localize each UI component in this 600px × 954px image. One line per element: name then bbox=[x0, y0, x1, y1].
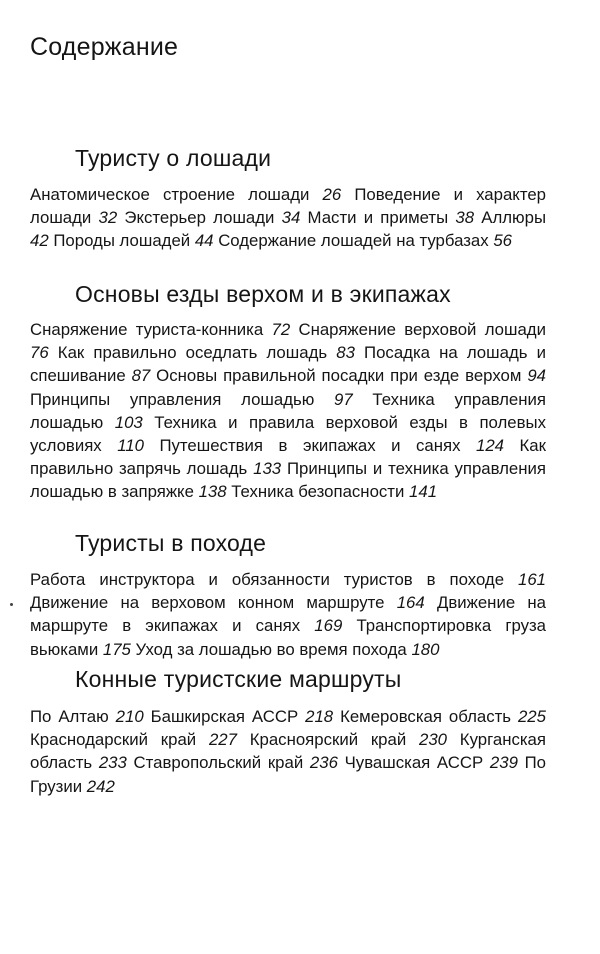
toc-entry-page: 218 bbox=[305, 707, 334, 726]
toc-entry-title: Движение на верховом конном маршруте bbox=[30, 593, 385, 613]
toc-entry-title: Как правильно оседлать лошадь bbox=[57, 343, 328, 363]
toc-entry-title: Посадка на лошадь и спешивание bbox=[30, 343, 546, 386]
toc-entry-page: 180 bbox=[411, 639, 440, 659]
section-title-riding: Основы езды верхом и в экипажах bbox=[75, 281, 451, 307]
toc-entry-page: 225 bbox=[517, 707, 546, 726]
toc-entry-page: 32 bbox=[98, 208, 118, 228]
toc-entry-title: Красноярский край bbox=[249, 730, 407, 750]
toc-entry-title: Принципы управления лошадью bbox=[30, 389, 315, 409]
toc-entry-page: 175 bbox=[102, 639, 131, 659]
section-entries-hike bbox=[30, 568, 546, 661]
section-title-hike: Туристы в походе bbox=[75, 530, 267, 556]
toc-entry-title: Как правильно запрячь лошадь bbox=[30, 436, 546, 479]
toc-entry-title: Работа инструктора и обязанности туристов в походе bbox=[30, 570, 505, 589]
toc-entry-page: 124 bbox=[476, 436, 504, 456]
section-entries-horse bbox=[30, 183, 546, 253]
toc-entry-title: Масти и приметы bbox=[307, 208, 449, 228]
toc-entry-title: Снаряжение верховой лошади bbox=[298, 320, 546, 339]
toc-entry-page: 26 bbox=[322, 185, 342, 204]
toc-entry-title: Уход за лошадью во время похода bbox=[135, 639, 407, 659]
page-title: Содержание bbox=[30, 33, 179, 61]
toc-entry-page: 38 bbox=[455, 208, 475, 228]
toc-entry-title: Чувашская АССР bbox=[344, 753, 484, 773]
toc-entry-page: 233 bbox=[98, 753, 127, 773]
section-entries-riding bbox=[30, 318, 546, 504]
toc-entry-page: 141 bbox=[409, 482, 438, 502]
toc-entry-title: Основы правильной посадки при езде верхом bbox=[156, 366, 522, 386]
toc-entry-title: Башкирская АССР bbox=[150, 707, 299, 726]
toc-entry-title: Ставропольский край bbox=[133, 753, 304, 773]
toc-entry-title: Движение на маршруте в экипажах и санях bbox=[30, 593, 547, 636]
toc-entry-page: 97 bbox=[334, 389, 353, 409]
toc-entry-page: 87 bbox=[131, 366, 151, 386]
toc-entry-page: 34 bbox=[281, 208, 301, 228]
toc-entry-page: 242 bbox=[86, 776, 115, 796]
toc-entry-title: Содержание лошадей на турбазах bbox=[218, 231, 489, 251]
toc-entry-title: Экстерьер лошади bbox=[124, 208, 275, 228]
toc-entry-title: Краснодарский край bbox=[30, 730, 197, 750]
toc-entry-title: Путешествия в экипажах и санях bbox=[159, 436, 461, 456]
toc-entry-title: Техника управления лошадью bbox=[30, 389, 546, 432]
toc-entry-title: Поведение и характер лошади bbox=[30, 185, 546, 228]
toc-entry-page: 161 bbox=[518, 570, 546, 589]
toc-entry-page: 83 bbox=[336, 343, 355, 363]
toc-entry-title: Принципы и техника управления лошадью в запряжке bbox=[30, 459, 546, 502]
toc-entry-title: Курганская область bbox=[30, 730, 546, 773]
toc-entry-page: 44 bbox=[194, 231, 214, 251]
toc-entry-title: Кемеровская область bbox=[340, 707, 512, 726]
toc-entry-page: 239 bbox=[489, 753, 518, 773]
print-speck bbox=[10, 603, 13, 606]
toc-entry-page: 138 bbox=[198, 482, 227, 502]
toc-entry-page: 42 bbox=[30, 231, 49, 251]
toc-entry-page: 72 bbox=[271, 320, 291, 339]
toc-entry-title: Аллюры bbox=[481, 208, 547, 228]
toc-entry-page: 110 bbox=[117, 436, 144, 456]
toc-entry-title: Транспортировка груза вьюками bbox=[30, 616, 547, 659]
section-title-horse: Туристу о лошади bbox=[75, 145, 272, 171]
section-title-routes: Конные туристские маршруты bbox=[75, 666, 402, 692]
toc-entry-page: 164 bbox=[396, 593, 425, 613]
section-entries-routes bbox=[30, 705, 546, 798]
toc-entry-title: Техника безопасности bbox=[231, 482, 405, 502]
toc-entry-page: 103 bbox=[114, 412, 143, 432]
toc-entry-page: 210 bbox=[115, 707, 144, 726]
toc-entry-page: 133 bbox=[253, 459, 282, 479]
toc-entry-title: Снаряжение туриста-конника bbox=[30, 320, 264, 339]
toc-entry-page: 169 bbox=[314, 616, 343, 636]
toc-entry-page: 56 bbox=[493, 231, 512, 251]
toc-entry-page: 76 bbox=[30, 343, 49, 363]
toc-entry-title: Анатомическое строение лошади bbox=[30, 185, 310, 204]
toc-entry-title: По Грузии bbox=[30, 753, 547, 796]
toc-entry-title: Породы лошадей bbox=[53, 231, 191, 251]
toc-entry-title: Техника и правила верховой езды в полевых условиях bbox=[30, 412, 546, 456]
toc-entry-page: 230 bbox=[419, 730, 448, 750]
toc-entry-page: 227 bbox=[208, 730, 237, 750]
toc-entry-page: 236 bbox=[309, 753, 338, 773]
toc-entry-title: По Алтаю bbox=[30, 707, 109, 726]
toc-entry-page: 94 bbox=[527, 366, 546, 386]
